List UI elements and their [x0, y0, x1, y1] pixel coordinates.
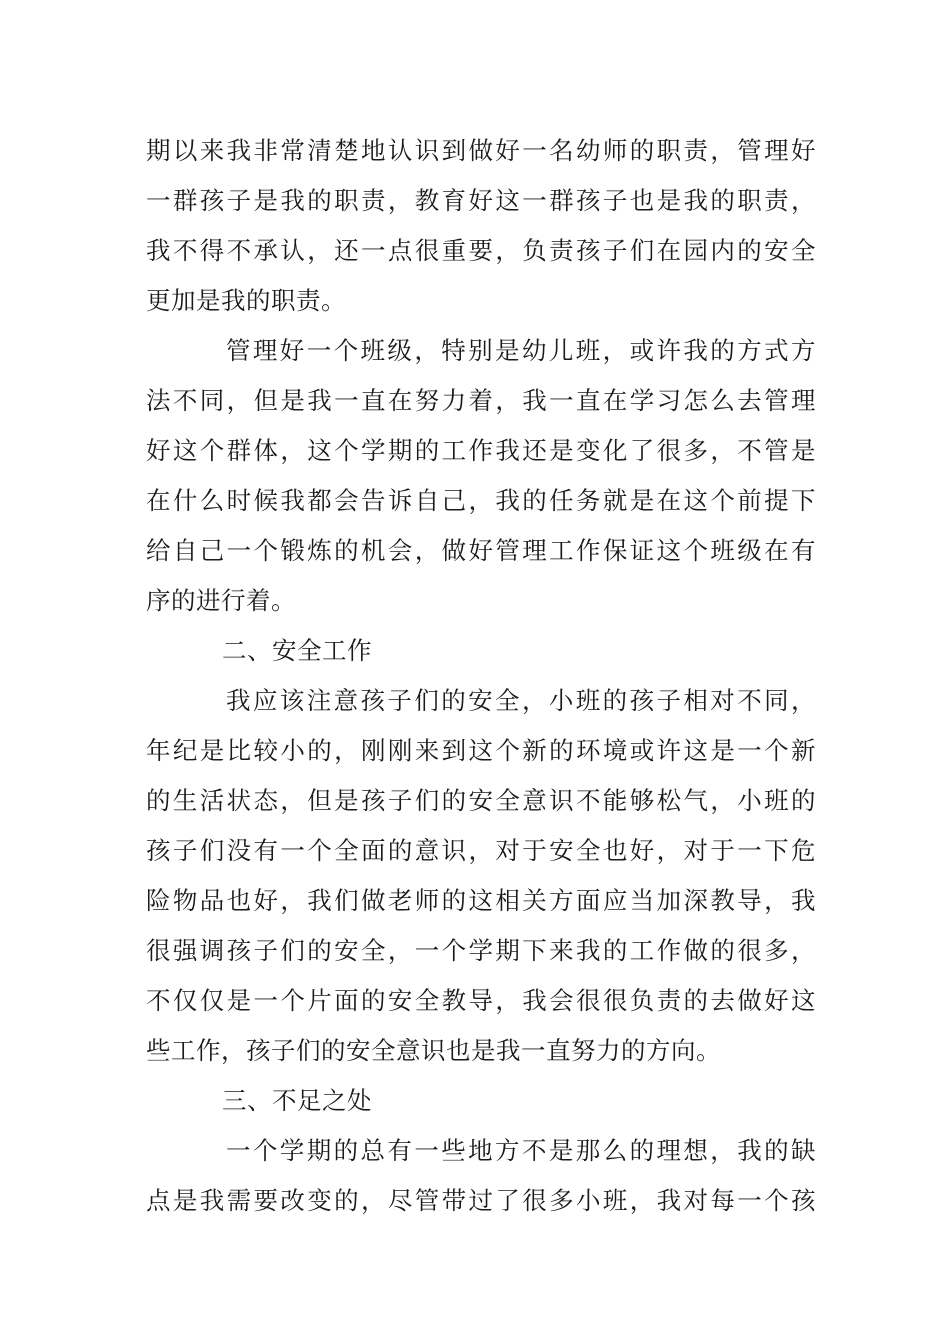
text-line: 些工作，孩子们的安全意识也是我一直努力的方向。 — [146, 1036, 721, 1065]
text-line: 更加是我的职责。 — [146, 286, 346, 315]
text-line: 法不同，但是我一直在努力着，我一直在学习怎么去管理 — [146, 386, 816, 415]
text-line: 很强调孩子们的安全，一个学期下来我的工作做的很多， — [146, 936, 816, 965]
text-line: 我应该注意孩子们的安全，小班的孩子相对不同， — [226, 686, 816, 715]
text-line: 一群孩子是我的职责，教育好这一群孩子也是我的职责， — [146, 186, 816, 215]
text-line: 险物品也好，我们做老师的这相关方面应当加深教导，我 — [146, 886, 816, 915]
text-line: 的生活状态，但是孩子们的安全意识不能够松气，小班的 — [146, 786, 816, 815]
section-heading-safety: 二、安全工作 — [222, 636, 372, 665]
text-line: 好这个群体，这个学期的工作我还是变化了很多，不管是 — [146, 436, 816, 465]
text-line: 给自己一个锻炼的机会，做好管理工作保证这个班级在有 — [146, 536, 816, 565]
section-heading-shortcomings: 三、不足之处 — [222, 1086, 372, 1115]
text-line: 点是我需要改变的，尽管带过了很多小班，我对每一个孩 — [146, 1186, 816, 1215]
text-line: 我不得不承认，还一点很重要，负责孩子们在园内的安全 — [146, 236, 816, 265]
text-line: 一个学期的总有一些地方不是那么的理想，我的缺 — [226, 1136, 816, 1165]
text-line: 孩子们没有一个全面的意识，对于安全也好，对于一下危 — [146, 836, 816, 865]
text-line: 年纪是比较小的，刚刚来到这个新的环境或许这是一个新 — [146, 736, 816, 765]
text-line: 期以来我非常清楚地认识到做好一名幼师的职责，管理好 — [146, 136, 816, 165]
text-line: 在什么时候我都会告诉自己，我的任务就是在这个前提下 — [146, 486, 816, 515]
text-line: 管理好一个班级，特别是幼儿班，或许我的方式方 — [226, 336, 816, 365]
text-line: 不仅仅是一个片面的安全教导，我会很很负责的去做好这 — [146, 986, 816, 1015]
document-body — [146, 126, 816, 1226]
text-line: 序的进行着。 — [146, 586, 296, 615]
